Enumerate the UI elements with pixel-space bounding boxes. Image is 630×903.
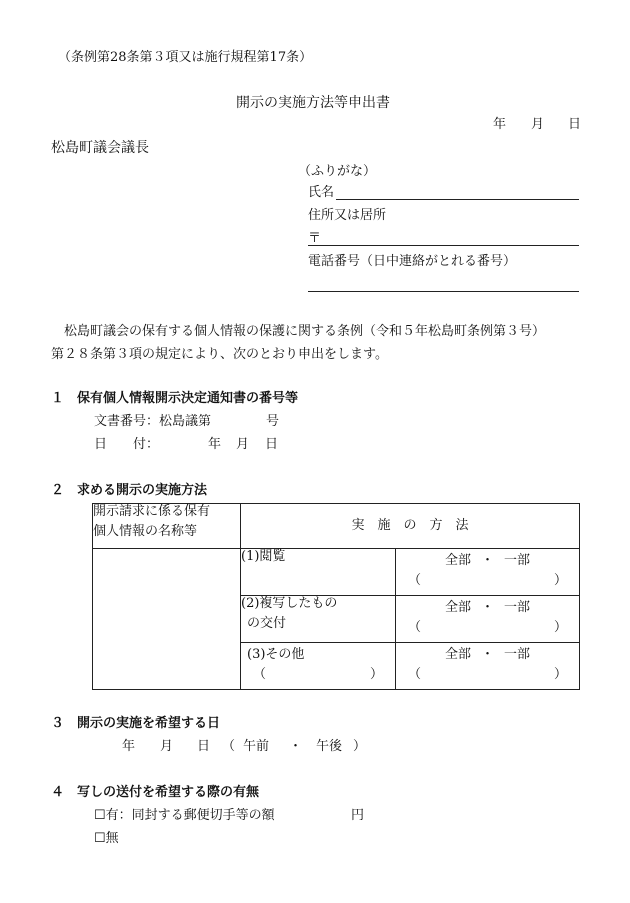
date-year: 年: [493, 117, 507, 132]
paren-close: ）: [554, 620, 568, 635]
time-dot: ・: [289, 739, 303, 754]
section4-heading: ４ 写しの送付を希望する際の有無: [51, 785, 260, 800]
address-label: 住所又は居所: [308, 208, 387, 223]
scope-cell-other[interactable]: [396, 643, 580, 690]
other-method-paren[interactable]: [241, 667, 395, 683]
furigana-label: （ふりがな）: [298, 164, 377, 179]
postal-mark: 〒: [308, 231, 322, 246]
phone-field-line[interactable]: [308, 291, 579, 292]
time-paren-close: ）: [353, 739, 367, 754]
body-line-1: 松島町議会の保有する個人情報の保護に関する条例（令和５年松島町条例第３号）: [64, 324, 546, 339]
issue-date-day: 日: [265, 437, 279, 452]
scope-all-other[interactable]: 全部: [444, 647, 471, 662]
scope-cell-view[interactable]: [396, 549, 580, 596]
time-pm-option[interactable]: 午後: [316, 739, 343, 754]
body-line-2: 第２８条第３項の規定により、次のとおり申出をします。: [51, 347, 388, 362]
addressee: 松島町議会議長: [51, 140, 149, 156]
column-header-info-name: [93, 504, 241, 549]
paren-open: （: [253, 667, 267, 682]
checkbox-no-option[interactable]: ☐無: [94, 831, 119, 846]
name-field-line[interactable]: [336, 199, 579, 200]
method-row-other: [241, 643, 396, 690]
desired-day: 日: [197, 739, 211, 754]
paren-close: ）: [554, 667, 568, 682]
paren-open: （: [408, 620, 422, 635]
address-field-line[interactable]: [308, 245, 579, 246]
doc-number-suffix: 号: [266, 414, 280, 429]
checkbox-yes-option[interactable]: ☐有：同封する郵便切手等の額: [94, 808, 275, 823]
scope-dot-copy: ・: [481, 600, 495, 615]
scope-part-view[interactable]: 一部: [504, 553, 531, 568]
date-day: 日: [568, 117, 582, 132]
desired-year: 年: [122, 739, 136, 754]
scope-options-view[interactable]: [396, 553, 579, 569]
column-header-line-2: 個人情報の名称等: [93, 524, 198, 539]
column-header-method: [241, 504, 580, 549]
scope-dot-view: ・: [481, 553, 495, 568]
method-row-view: [241, 549, 396, 596]
method-label-copy: (2)複写したもの: [241, 596, 338, 611]
scope-all-view[interactable]: 全部: [444, 553, 471, 568]
scope-cell-copy[interactable]: [396, 596, 580, 643]
method-label-other: (3)その他: [247, 647, 305, 662]
desired-month: 月: [160, 739, 174, 754]
scope-options-copy[interactable]: [396, 600, 579, 616]
scope-dot-other: ・: [481, 647, 495, 662]
section2-heading: ２ 求める開示の実施方法: [51, 483, 208, 498]
info-name-cell[interactable]: [93, 549, 241, 690]
method-label-view: (1)閲覧: [241, 549, 286, 564]
paren-close: ）: [554, 573, 568, 588]
scope-part-other[interactable]: 一部: [504, 647, 531, 662]
method-row-copy: [241, 596, 396, 643]
disclosure-method-table: [92, 503, 580, 690]
column-header-method-text: 実 施 の 方 法: [351, 518, 469, 533]
scope-paren-other[interactable]: [396, 667, 579, 683]
doc-number-label: 文書番号：松島議第: [94, 414, 212, 429]
column-header-line-1: 開示請求に係る保有: [93, 504, 211, 519]
scope-all-copy[interactable]: 全部: [444, 600, 471, 615]
document-title: 開示の実施方法等申出書: [236, 95, 390, 111]
method-label-copy-2: の交付: [247, 616, 287, 631]
section1-heading: １ 保有個人情報開示決定通知書の番号等: [51, 391, 299, 406]
scope-paren-view[interactable]: [396, 573, 579, 589]
name-label: 氏名: [308, 185, 335, 200]
time-am-option[interactable]: 午前: [243, 739, 270, 754]
scope-part-copy[interactable]: 一部: [504, 600, 531, 615]
issue-date-label: 日 付：: [94, 437, 160, 452]
scope-paren-copy[interactable]: [396, 620, 579, 636]
phone-label: 電話番号（日中連絡がとれる番号）: [308, 254, 517, 269]
section3-heading: ３ 開示の実施を希望する日: [51, 716, 221, 731]
time-paren-open: （: [222, 739, 236, 754]
issue-date-month: 月: [236, 437, 250, 452]
scope-options-other[interactable]: [396, 647, 579, 663]
paren-open: （: [408, 573, 422, 588]
issue-date-year: 年: [208, 437, 222, 452]
yen-unit: 円: [351, 808, 365, 823]
ordinance-reference: （条例第28条第３項又は施行規程第17条）: [58, 50, 313, 65]
paren-open: （: [408, 667, 422, 682]
paren-close: ）: [369, 667, 383, 682]
date-month: 月: [531, 117, 545, 132]
